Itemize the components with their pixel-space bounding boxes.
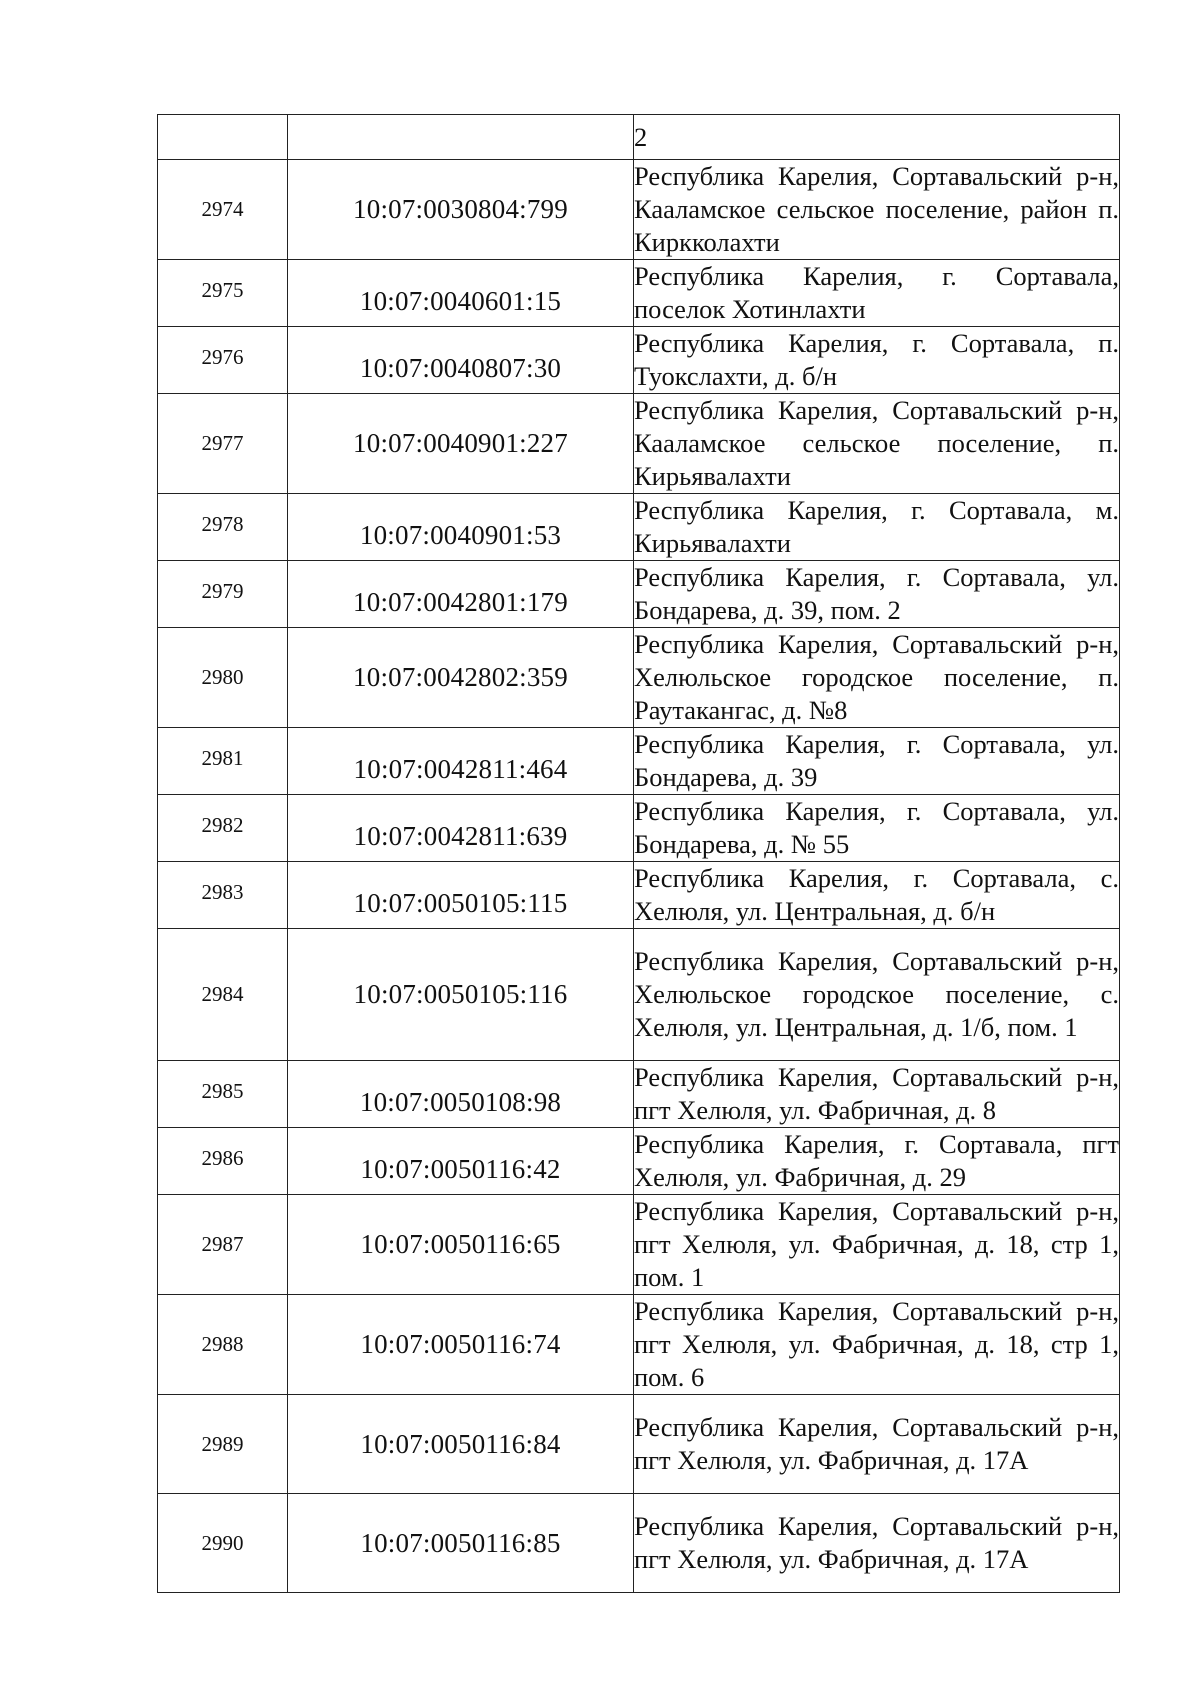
row-number: 2982 bbox=[158, 795, 288, 862]
address: Республика Карелия, Сортавальский р-н, пгт Хелюля, ул. Фабричная, д. 17А bbox=[634, 1494, 1120, 1593]
cadastral-number: 10:07:0040901:53 bbox=[288, 494, 634, 561]
address: Республика Карелия, г. Сортавала, пгт Хелюля, ул. Фабричная, д. 29 bbox=[634, 1128, 1120, 1195]
cadastral-number: 10:07:0050116:84 bbox=[288, 1395, 634, 1494]
table-row bbox=[158, 327, 1120, 394]
cadastral-number: 10:07:0042801:179 bbox=[288, 561, 634, 628]
row-number: 2980 bbox=[158, 628, 288, 728]
table-row bbox=[158, 494, 1120, 561]
address: Республика Карелия, г. Сортавала, ул. Бондарева, д. 39, пом. 2 bbox=[634, 561, 1120, 628]
row-number: 2977 bbox=[158, 394, 288, 494]
cadastral-number: 10:07:0042811:464 bbox=[288, 728, 634, 795]
table-row bbox=[158, 1128, 1120, 1195]
cadastral-number: 10:07:0050116:42 bbox=[288, 1128, 634, 1195]
row-number: 2978 bbox=[158, 494, 288, 561]
row-number: 2987 bbox=[158, 1195, 288, 1295]
table-row bbox=[158, 1395, 1120, 1494]
table-row bbox=[158, 628, 1120, 728]
cadastral-number: 10:07:0040901:227 bbox=[288, 394, 634, 494]
cadastral-number: 10:07:0050116:85 bbox=[288, 1494, 634, 1593]
address: Республика Карелия, г. Сортавала, поселок Хотинлахти bbox=[634, 260, 1120, 327]
cadastral-number: 10:07:0030804:799 bbox=[288, 160, 634, 260]
row-number: 2989 bbox=[158, 1395, 288, 1494]
cadastral-number: 10:07:0050105:115 bbox=[288, 862, 634, 929]
address: Республика Карелия, г. Сортавала, ул. Бондарева, д. № 55 bbox=[634, 795, 1120, 862]
table-row bbox=[158, 728, 1120, 795]
header-cell-2 bbox=[288, 115, 634, 160]
address: Республика Карелия, г. Сортавала, с. Хелюля, ул. Центральная, д. б/н bbox=[634, 862, 1120, 929]
property-registry-table bbox=[157, 114, 1120, 1593]
cadastral-number: 10:07:0040807:30 bbox=[288, 327, 634, 394]
address: Республика Карелия, Сортавальский р-н, Хелюльское городское поселение, п. Раутакангас, д. №8 bbox=[634, 628, 1120, 728]
row-number: 2985 bbox=[158, 1061, 288, 1128]
table-row bbox=[158, 260, 1120, 327]
address: Республика Карелия, Сортавальский р-н, пгт Хелюля, ул. Фабричная, д. 8 bbox=[634, 1061, 1120, 1128]
cadastral-number: 10:07:0050108:98 bbox=[288, 1061, 634, 1128]
address: Республика Карелия, Сортавальский р-н, Хелюльское городское поселение, с. Хелюля, ул. Центральная, д. 1/б, пом. 1 bbox=[634, 929, 1120, 1061]
address: Республика Карелия, Сортавальский р-н, Кааламское сельское поселение, п. Кирьявалахти bbox=[634, 394, 1120, 494]
table-row bbox=[158, 795, 1120, 862]
row-number: 2981 bbox=[158, 728, 288, 795]
address: Республика Карелия, Сортавальский р-н, Кааламское сельское поселение, район п. Киркколахти bbox=[634, 160, 1120, 260]
address: Республика Карелия, г. Сортавала, м. Кирьявалахти bbox=[634, 494, 1120, 561]
address: Республика Карелия, Сортавальский р-н, пгт Хелюля, ул. Фабричная, д. 17А bbox=[634, 1395, 1120, 1494]
table-row bbox=[158, 160, 1120, 260]
table-row bbox=[158, 1494, 1120, 1593]
row-number: 2974 bbox=[158, 160, 288, 260]
header-cell-3: 2 bbox=[634, 115, 1120, 160]
address: Республика Карелия, Сортавальский р-н, пгт Хелюля, ул. Фабричная, д. 18, стр 1, пом. 6 bbox=[634, 1295, 1120, 1395]
table-row bbox=[158, 862, 1120, 929]
row-number: 2984 bbox=[158, 929, 288, 1061]
row-number: 2990 bbox=[158, 1494, 288, 1593]
table-row bbox=[158, 929, 1120, 1061]
address: Республика Карелия, Сортавальский р-н, пгт Хелюля, ул. Фабричная, д. 18, стр 1, пом. 1 bbox=[634, 1195, 1120, 1295]
row-number: 2983 bbox=[158, 862, 288, 929]
header-cell-1 bbox=[158, 115, 288, 160]
cadastral-number: 10:07:0042802:359 bbox=[288, 628, 634, 728]
cadastral-number: 10:07:0040601:15 bbox=[288, 260, 634, 327]
table-row bbox=[158, 1195, 1120, 1295]
cadastral-number: 10:07:0042811:639 bbox=[288, 795, 634, 862]
row-number: 2988 bbox=[158, 1295, 288, 1395]
row-number: 2979 bbox=[158, 561, 288, 628]
column-number-row bbox=[158, 115, 1120, 160]
table-row bbox=[158, 1061, 1120, 1128]
table-row bbox=[158, 1295, 1120, 1395]
address: Республика Карелия, г. Сортавала, п. Туокслахти, д. б/н bbox=[634, 327, 1120, 394]
row-number: 2975 bbox=[158, 260, 288, 327]
row-number: 2986 bbox=[158, 1128, 288, 1195]
table-row bbox=[158, 394, 1120, 494]
cadastral-number: 10:07:0050116:65 bbox=[288, 1195, 634, 1295]
row-number: 2976 bbox=[158, 327, 288, 394]
table-row bbox=[158, 561, 1120, 628]
cadastral-number: 10:07:0050105:116 bbox=[288, 929, 634, 1061]
address: Республика Карелия, г. Сортавала, ул. Бондарева, д. 39 bbox=[634, 728, 1120, 795]
cadastral-number: 10:07:0050116:74 bbox=[288, 1295, 634, 1395]
